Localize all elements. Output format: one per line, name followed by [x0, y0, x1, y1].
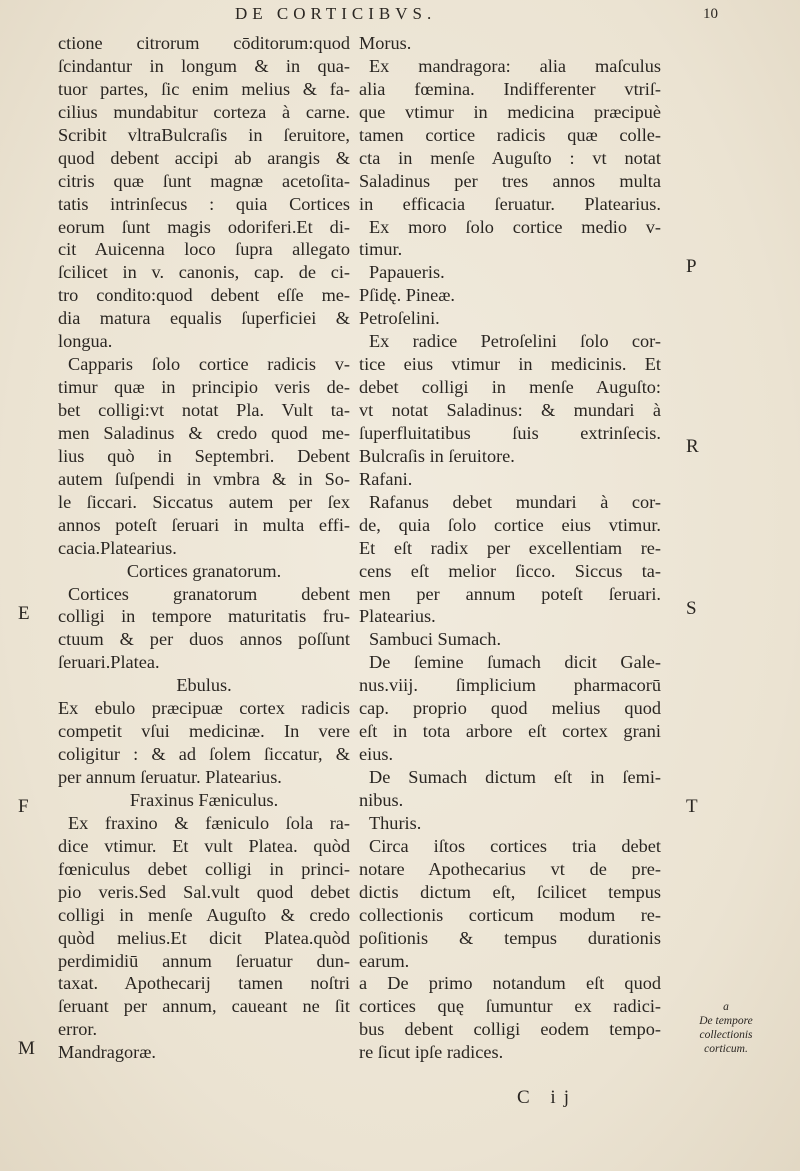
right-column-line: Rafanus debet mundari à cor-: [369, 491, 661, 512]
left-column-line: fœniculus debet colligi in princi-: [58, 858, 350, 879]
margin-note-marker: a: [723, 1001, 729, 1013]
right-column-line: dictis dictum eſt, ſcilicet tempus: [359, 881, 661, 902]
left-column-line: taxat. Apothecarij tamen noſtri: [58, 973, 350, 994]
left-column-line: pio veris.Sed Sal.vult quod debet: [58, 881, 350, 902]
left-column-line: lius quò in Septembri. Debent: [58, 445, 350, 466]
left-column-line: le ſiccari. Siccatus autem per ſex: [58, 491, 350, 512]
right-column-line: de, quia ſolo cortice eius vtimur.: [359, 514, 661, 535]
left-column-line: ſcindantur in longum & in qua-: [58, 55, 350, 76]
right-column-line: Circa iſtos cortices tria debet: [369, 835, 661, 856]
page-header: [0, 2, 800, 28]
left-column-line: citris quæ ſunt magnæ acetoſita-: [58, 170, 350, 191]
left-column-line: quod debent accipi ab arangis &: [58, 147, 350, 168]
left-column-line: eorum ſunt magis odoriferi.Et di-: [58, 216, 350, 237]
right-column-line: nus.viij. ſimplicium pharmacorū: [359, 675, 661, 696]
left-column-line: ſeruant per annum, caueant ne ſit: [58, 996, 350, 1017]
right-column-line: a De primo notandum eſt quod: [359, 973, 661, 994]
right-column-line: timur.: [359, 239, 403, 260]
right-column-line: Thuris.: [369, 812, 422, 833]
left-column-line: longua.: [58, 331, 113, 352]
left-column-line: ſcilicet in v. canonis, cap. de ci-: [58, 262, 350, 283]
left-column-line: colligi in menſe Auguſto & credo: [58, 904, 350, 925]
left-column-line: autem ſuſpendi in vmbra & in So-: [58, 468, 350, 489]
left-column-line: tro condito:quod debent eſſe me-: [58, 285, 350, 306]
right-column-line: Bulcraſis in ſeruitore.: [359, 445, 515, 466]
left-column-line: coligitur : & ad ſolem ſiccatur, &: [58, 744, 350, 765]
right-column-line: Pſidę. Pineæ.: [359, 285, 455, 306]
left-column-line: Scribit vltraBulcraſis in ſeruitore,: [58, 124, 350, 145]
right-column-line: notare Apothecarius vt de pre-: [359, 858, 661, 879]
left-column-line: Capparis ſolo cortice radicis v-: [68, 354, 350, 375]
left-column-line: Ex ebulo præcipuæ cortex radicis: [58, 698, 350, 719]
right-column-line: nibus.: [359, 789, 404, 810]
left-column-line: quòd melius.Et dicit Platea.quòd: [58, 927, 350, 948]
right-column-line: Ex mandragora: alia maſculus: [369, 55, 661, 76]
left-column-line: per annum ſeruatur. Platearius.: [58, 767, 282, 787]
left-column-line: bet colligi:vt notat Pla. Vult ta-: [58, 400, 350, 420]
right-column: [359, 32, 661, 1064]
left-column-line: tuor partes, ſic enim melius & fa-: [58, 78, 350, 99]
margin-letter-f: F: [18, 796, 29, 817]
left-column-line: ſeruari.Platea.: [58, 652, 160, 673]
right-column-line: Saladinus per tres annos multa: [359, 170, 661, 191]
right-column-line: Et eſt radix per excellentiam re-: [359, 537, 661, 558]
margin-letter-e: E: [18, 603, 30, 624]
right-column-line: vt notat Saladinus: & mundari à: [359, 400, 661, 420]
right-column-line: Ex moro ſolo cortice medio v-: [369, 216, 661, 237]
margin-letter-p: P: [686, 256, 697, 277]
left-column-line: competit vſui medicinæ. In vere: [58, 721, 350, 742]
left-column-line: Cortices granatorum.: [126, 560, 282, 581]
margin-note: [686, 1000, 766, 1056]
left-column-line: cit Auicenna loco ſupra allegato: [58, 239, 350, 260]
right-column-line: tamen cortice radicis quæ colle-: [359, 124, 661, 145]
right-column-line: eius.: [359, 744, 394, 765]
right-column-line: que vtimur in medicina præcipuè: [359, 101, 661, 122]
left-column-line: Fraxinus Fæniculus.: [129, 789, 279, 810]
right-column-line: Platearius.: [359, 606, 436, 627]
left-column-line: perdimidiū annum ſeruatur dun-: [58, 950, 350, 971]
right-column-line: Rafani.: [359, 468, 413, 489]
right-column-line: collectionis corticum modum re-: [359, 904, 661, 925]
signature-mark: C ij: [517, 1087, 577, 1108]
margin-note-text: De tempore collectionis corticum.: [699, 1015, 753, 1055]
left-column-line: dice vtimur. Et vult Platea. quòd: [58, 835, 350, 856]
right-column-line: De Sumach dictum eſt in ſemi-: [369, 767, 661, 787]
right-column-line: cap. proprio quod melius quod: [359, 698, 661, 719]
left-column-line: dia matura equalis ſuperficiei &: [58, 308, 350, 329]
margin-letter-m: M: [18, 1038, 35, 1059]
left-column-line: ctione citrorum cōditorum:quod: [58, 33, 350, 53]
page-number: 10: [703, 6, 718, 22]
left-column-line: cacia.Platearius.: [58, 537, 177, 558]
left-column-line: timur quæ in principio veris de-: [58, 377, 350, 398]
left-column-line: men Saladinus & credo quod me-: [58, 422, 350, 443]
left-column: [58, 32, 350, 1064]
left-column-line: error.: [58, 1019, 98, 1040]
right-column-line: Petroſelini.: [359, 308, 440, 329]
margin-letter-r: R: [686, 436, 699, 457]
right-column-line: men per annum poteſt ſeruari.: [359, 583, 661, 604]
left-column-line: Ex fraxino & fæniculo ſola ra-: [68, 812, 350, 833]
right-column-line: cta in menſe Auguſto : vt notat: [359, 147, 661, 168]
left-column-line: ctuum & per duos annos poſſunt: [58, 629, 350, 650]
right-column-line: cens eſt melior ſicco. Siccus ta-: [359, 560, 661, 581]
right-column-line: bus debent colligi eodem tempo-: [359, 1019, 661, 1040]
right-column-line: tice eius vtimur in medicinis. Et: [359, 354, 661, 375]
right-column-line: De ſemine ſumach dicit Gale-: [369, 652, 661, 673]
right-column-line: re ſicut ipſe radices.: [359, 1042, 504, 1063]
left-column-line: colligi in tempore maturitatis fru-: [58, 606, 350, 627]
right-column-line: Morus.: [359, 33, 412, 53]
margin-letter-s: S: [686, 598, 697, 619]
left-column-line: Ebulus.: [176, 675, 232, 696]
right-column-line: poſitionis & tempus durationis: [359, 927, 661, 948]
right-column-line: earum.: [359, 950, 410, 971]
right-column-line: cortices quę ſumuntur ex radici-: [359, 996, 661, 1017]
right-column-line: debet colligi in menſe Auguſto:: [359, 377, 661, 398]
right-column-line: eſt in tota arbore eſt cortex grani: [359, 721, 661, 742]
right-column-line: ſuperfluitatibus ſuis extrinſecis.: [359, 422, 661, 443]
left-column-line: annos poteſt ſeruari in multa effi-: [58, 514, 350, 535]
right-column-line: Ex radice Petroſelini ſolo cor-: [369, 331, 661, 352]
left-column-line: Mandragoræ.: [58, 1042, 156, 1063]
right-column-line: Papaueris.: [369, 262, 445, 283]
right-column-line: in efficacia ſeruatur. Platearius.: [359, 193, 661, 214]
left-column-line: tatis intrinſecus : quia Cortices: [58, 193, 350, 214]
left-column-line: cilius mundabitur corteza à carne.: [58, 101, 350, 122]
margin-letter-t: T: [686, 796, 698, 817]
right-column-line: alia fœmina. Indifferenter vtriſ-: [359, 78, 661, 99]
running-head: DE CORTICIBVS.: [235, 4, 437, 23]
left-column-line: Cortices granatorum debent: [68, 583, 350, 604]
right-column-line: Sambuci Sumach.: [369, 629, 502, 650]
